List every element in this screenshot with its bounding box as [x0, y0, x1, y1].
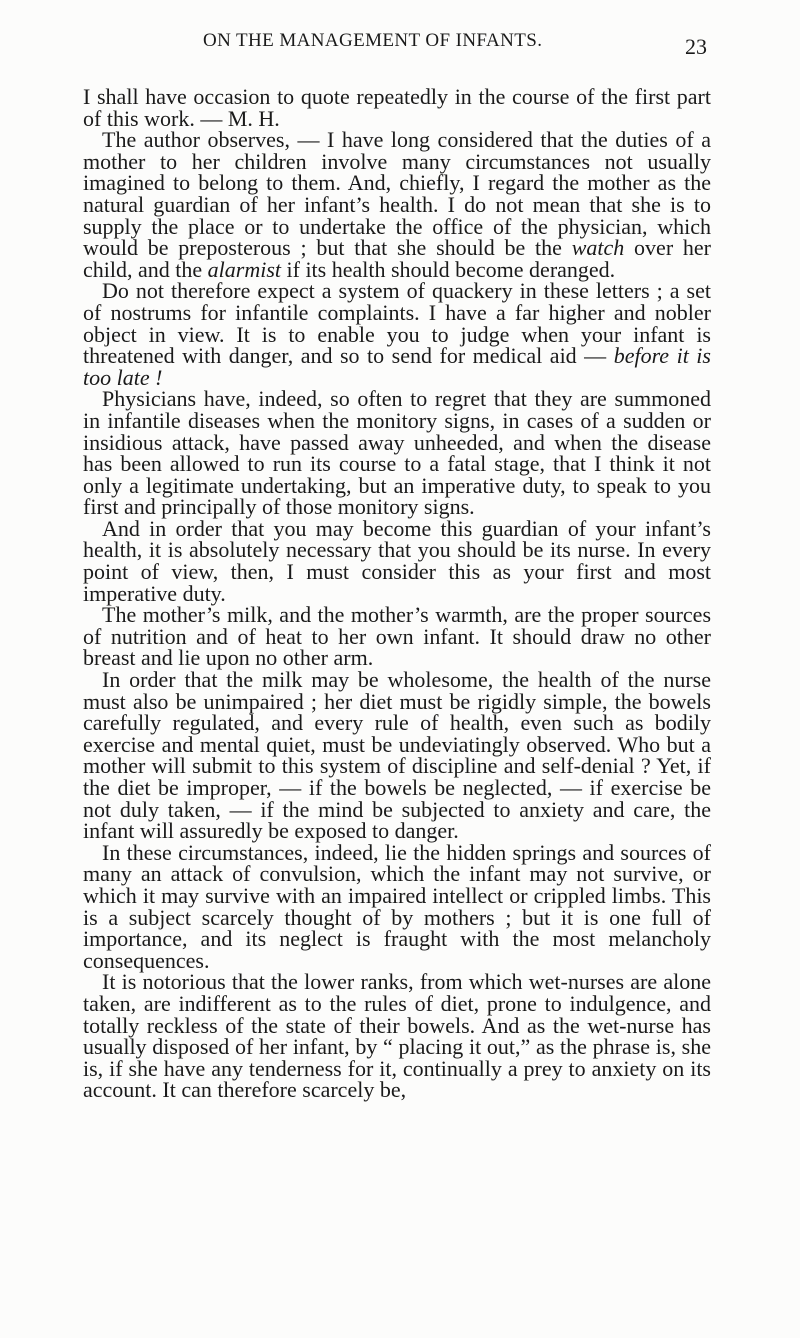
paragraph-text: In order that the milk may be wholesome, the health of the nurse must also be unimpaired ; her diet must be rigidly simple, the bowels carefully regulated, and every rule of health, even such as bodily exercise and mental quiet, must be undeviatingly observed. Who but a mother will submit to this system of discipline and self-denial ? Yet, if the diet be improper, — if the bowels be neglected, — if exercise be not duly taken, — if the mind be subjected to anxiety and care, the infant will assuredly be exposed to danger. — [83, 667, 711, 844]
page-number: 23 — [685, 34, 707, 59]
paragraph — [83, 971, 711, 1101]
paragraph-text: if its health should become deranged. — [281, 256, 616, 282]
paragraph-text: Physicians have, indeed, so often to regret that they are summoned in infantile diseases when the monitory signs, in cases of a sudden or insidious attack, have passed away unheeded, and when the disease has been allowed to run its course to a fatal stage, that I think it not only a legitimate undertaking, but an imperative duty, to speak to you first and principally of those monitory signs. — [83, 386, 711, 520]
paragraph — [83, 669, 711, 842]
body-text — [83, 86, 711, 1101]
paragraph — [83, 604, 711, 669]
paragraph — [83, 86, 711, 129]
paragraph-text: In these circumstances, indeed, lie the hidden springs and sources of many an attack of convulsion, which the infant may not survive, or which it may survive with an impaired intellect or crippled limbs. This is a subject scarcely thought of by mothers ; but it is one full of importance, and its neglect is fraught with the most melancholy consequences. — [83, 839, 711, 973]
emphasis-text: before it is too late ! — [83, 343, 711, 390]
paragraph-text: Do not therefore expect a system of quackery in these letters ; a set of nostrums for infantile complaints. I have a far higher and nobler object in view. It is to enable you to judge when your infant is threatened with danger, and so to send for medical aid — — [83, 278, 711, 369]
paragraph-text: And in order that you may become this guardian of your infant’s health, it is absolutely necessary that you should be its nurse. In every point of view, then, I must consider this as your first and most imperative duty. — [83, 515, 711, 606]
paragraph-text: It is notorious that the lower ranks, from which wet-nurses are alone taken, are indifferent as to the rules of diet, prone to indulgence, and totally reckless of the state of their bowels. And as the wet-nurse has usually disposed of her infant, by “ placing it out,” as the phrase is, she is, if she have any tenderness for it, continually a prey to anxiety on its account. It can therefore scarcely be, — [83, 969, 711, 1103]
paragraph — [83, 839, 711, 973]
paragraph — [83, 280, 711, 388]
paragraph-text: The mother’s milk, and the mother’s warmth, are the proper sources of nutrition and of heat to her own infant. It should draw no other breast and lie upon no other arm. — [83, 602, 711, 671]
paragraph — [83, 129, 711, 280]
emphasis-text: watch — [571, 235, 625, 261]
paragraph-text: I shall have occasion to quote repeatedly in the course of the first part of this work. — M. H. — [83, 84, 711, 131]
emphasis-text: alarmist — [207, 256, 281, 282]
paragraph — [83, 515, 711, 606]
paragraph-text: The author observes, — I have long considered that the duties of a mother to her children involve many circumstances not usually imagined to belong to them. And, chiefly, I regard the mother as the natural guardian of her infant’s health. I do not mean that she is to supply the place or to undertake the office of the physician, which would be preposterous ; but that she should be the — [83, 127, 711, 261]
running-head: ON THE MANAGEMENT OF INFANTS. — [203, 30, 543, 51]
paragraph — [83, 388, 711, 518]
paragraph-text: over her child, and the — [83, 235, 711, 282]
